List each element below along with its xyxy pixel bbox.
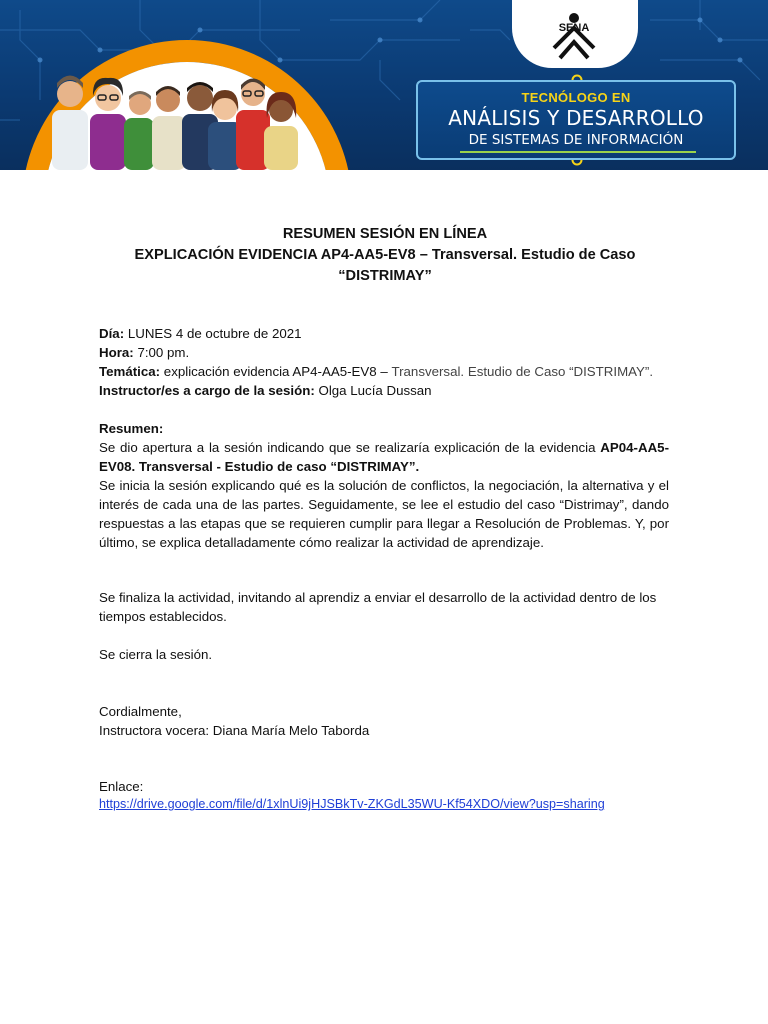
instructor-row	[99, 381, 669, 400]
hora-row	[99, 343, 669, 362]
closing-text: Cordialmente,	[99, 704, 182, 719]
title-line-3: “DISTRIMAY”	[338, 268, 432, 284]
characters-illustration	[40, 68, 310, 170]
hora-value: 7:00 pm.	[137, 345, 190, 360]
resumen-p1-evidence: AP04-AA5-EV08. Transversal - Estudio de caso “DISTRIMAY”.	[99, 440, 669, 474]
enlace-label: Enlace:	[99, 779, 144, 794]
document-title	[99, 224, 671, 287]
program-title-underline	[460, 151, 696, 153]
dia-row	[99, 324, 669, 343]
resumen-paragraph-1	[99, 438, 669, 476]
enlace-row	[99, 795, 669, 814]
instructor-label: Instructor/es a cargo de la sesión:	[99, 383, 315, 398]
tematica-label: Temática:	[99, 364, 161, 379]
resumen-p1-text: Se dio apertura a la sesión indicando que se realizaría explicación de la evidencia	[99, 440, 596, 455]
resumen-label: Resumen:	[99, 421, 164, 436]
resumen-paragraph-3: Se finaliza la actividad, invitando al aprendiz a enviar el desarrollo de la actividad dentro de los tiempos establecidos.	[99, 590, 657, 624]
tematica-value: explicación evidencia AP4-AA5-EV8 –	[163, 364, 388, 379]
resumen-paragraph-4: Se cierra la sesión.	[99, 647, 213, 662]
instructor-value: Olga Lucía Dussan	[318, 383, 432, 398]
sena-logo-icon	[546, 12, 602, 60]
tematica-row	[99, 362, 669, 381]
sena-logo-text: SENA	[558, 22, 590, 34]
program-title-line1: TECNÓLOGO EN	[521, 90, 631, 105]
program-title-box	[416, 80, 736, 160]
tematica-value-continued: Transversal. Estudio de Caso “DISTRIMAY”.	[391, 364, 654, 379]
dia-value: LUNES 4 de octubre de 2021	[127, 326, 302, 341]
header-banner	[0, 0, 768, 170]
program-title-line2: ANÁLISIS Y DESARROLLO	[448, 106, 704, 130]
dia-label: Día:	[99, 326, 125, 341]
program-title-line3: DE SISTEMAS DE INFORMACIÓN	[468, 132, 684, 148]
resumen-paragraph-2: Se inicia la sesión explicando qué es la solución de conflictos, la negociación, la alternativa y el interés de cada una de las partes. Seguidamente, se lee el estudio del caso “Distrimay”, dando respuestas a las etapas que se requieren cumplir para llegar a Resolución de Problemas. Y, por último, se explica detalladamente cómo realizar la actividad de aprendizaje.	[99, 478, 669, 550]
title-line-2: EXPLICACIÓN EVIDENCIA AP4-AA5-EV8 – Transversal. Estudio de Caso	[134, 247, 636, 263]
signature-text: Instructora vocera: Diana María Melo Taborda	[99, 723, 370, 738]
title-line-1: RESUMEN SESIÓN EN LÍNEA	[282, 226, 488, 242]
drive-link[interactable]: https://drive.google.com/file/d/1xlnUi9jHJSBkTv-ZKGdL35WU-Kf54XDO/view?usp=sharing	[99, 797, 605, 811]
hora-label: Hora:	[99, 345, 134, 360]
